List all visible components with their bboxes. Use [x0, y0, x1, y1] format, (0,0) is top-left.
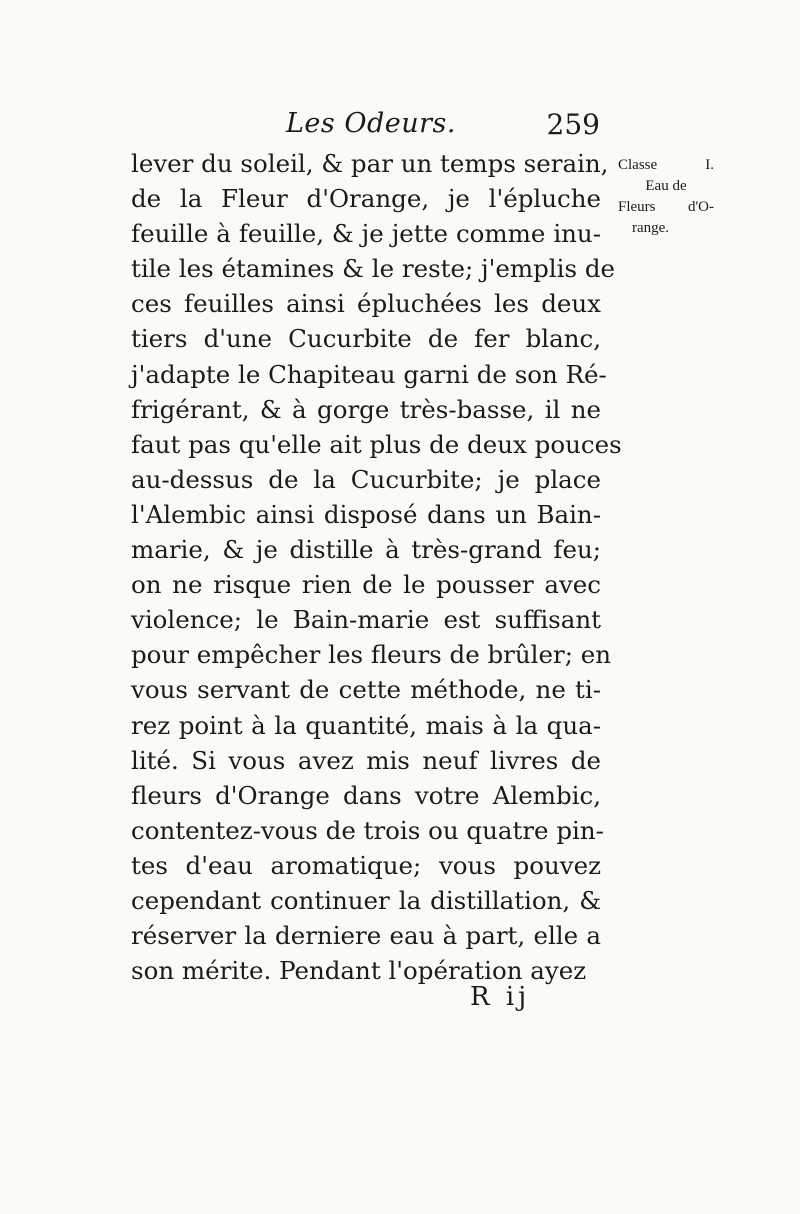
text-line: marie, & je distille à très-grand feu; — [131, 535, 601, 565]
margin-note-line: Fleurs d'O- — [618, 199, 714, 215]
text-line: rez point à la quantité, mais à la qua- — [131, 710, 601, 740]
text-line: contentez-vous de trois ou quatre pin- — [131, 815, 604, 845]
text-line: de la Fleur d'Orange, je l'épluche — [131, 184, 601, 214]
text-line: vous servant de cette méthode, ne ti- — [131, 675, 601, 705]
running-title: Les Odeurs. — [286, 108, 456, 139]
text-line: violence; le Bain-marie est suffisant — [131, 605, 601, 635]
margin-note-line: Classe I. — [618, 157, 714, 173]
text-line: faut pas qu'elle ait plus de deux pouces — [131, 429, 622, 459]
text-line: j'adapte le Chapiteau garni de son Ré- — [131, 359, 607, 389]
text-line: réserver la derniere eau à part, elle a — [131, 921, 601, 951]
text-line: tes d'eau aromatique; vous pouvez — [131, 850, 601, 880]
text-line: on ne risque rien de le pousser avec — [131, 570, 601, 600]
body-text — [131, 146, 622, 988]
text-line: feuille à feuille, & je jette comme inu- — [131, 219, 601, 249]
margin-note-line: Eau de — [645, 178, 687, 194]
text-line: lité. Si vous avez mis neuf livres de — [131, 745, 601, 775]
text-line: frigérant, & à gorge très-basse, il ne — [131, 394, 601, 424]
text-line: cependant continuer la distillation, & — [131, 885, 601, 915]
margin-note-line: range. — [632, 220, 670, 236]
running-head — [130, 108, 600, 148]
text-line: ces feuilles ainsi épluchées les deux — [131, 289, 601, 319]
text-line: lever du soleil, & par un temps serain, — [131, 149, 609, 178]
text-line: pour empêcher les fleurs de brûler; en — [131, 640, 612, 670]
text-line: tiers d'une Cucurbite de fer blanc, — [131, 324, 601, 354]
text-line: l'Alembic ainsi disposé dans un Bain- — [131, 499, 601, 529]
text-line: tile les étamines & le reste; j'emplis de — [131, 254, 616, 284]
page-number: 259 — [546, 108, 600, 141]
signature-mark: R ij — [470, 982, 531, 1012]
text-line: son mérite. Pendant l'opération ayez — [131, 956, 587, 986]
margin-note — [618, 155, 714, 239]
text-line: fleurs d'Orange dans votre Alembic, — [131, 780, 601, 810]
text-line: au-dessus de la Cucurbite; je place — [131, 464, 601, 494]
